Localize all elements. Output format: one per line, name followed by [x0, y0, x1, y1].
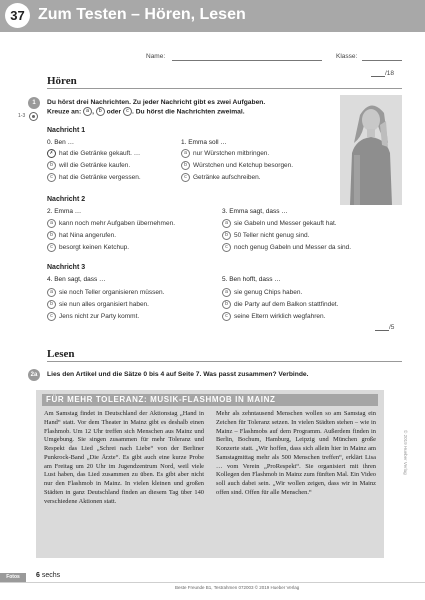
question-1-stem: 1. Emma soll …: [181, 139, 227, 146]
section-title-hoeren: Hören: [47, 75, 77, 87]
option-text: hat die Getränke gekauft. …: [59, 150, 141, 158]
question-5-option-b[interactable]: [222, 300, 338, 309]
score-total-value: /18: [385, 70, 395, 77]
question-2-option-c[interactable]: [47, 243, 129, 252]
page-number: [36, 572, 60, 579]
question-4-option-b[interactable]: [47, 300, 149, 309]
question-1-option-c[interactable]: [181, 173, 261, 182]
section-divider: [47, 361, 402, 362]
name-field[interactable]: [172, 60, 322, 61]
option-a-circle: a: [222, 219, 231, 228]
question-4-option-a[interactable]: [47, 288, 164, 297]
instruction-line-1: Du hörst drei Nachrichten. Zu jeder Nachricht gibt es zwei Aufgaben.: [47, 99, 266, 106]
page-number-word: sechs: [41, 572, 61, 579]
question-3-stem: 3. Emma sagt, dass …: [222, 208, 288, 215]
question-3-option-a[interactable]: [222, 219, 337, 228]
question-4-option-c[interactable]: [47, 312, 139, 321]
option-text: noch genug Gabeln und Messer da sind.: [234, 244, 352, 252]
option-text: Getränke aufschreiben.: [193, 174, 261, 182]
page-header: [0, 0, 425, 32]
instruction-comma: ,: [92, 108, 94, 116]
score-total: [371, 70, 394, 77]
option-b-circle: b: [47, 300, 56, 309]
name-label: Name:: [146, 53, 166, 60]
option-c-circle: c: [181, 173, 190, 182]
option-text: sie Gabeln und Messer gekauft hat.: [234, 220, 337, 228]
question-0-stem: 0. Ben …: [47, 139, 75, 146]
message-3-title: Nachricht 3: [47, 264, 86, 271]
article-headline: FÜR MEHR TOLERANZ: MUSIK-FLASHMOB IN MAINZ: [42, 394, 378, 406]
score-total-blank[interactable]: [371, 70, 385, 77]
instruction-prefix: Kreuze an:: [47, 108, 82, 116]
task-number-badge: 1: [28, 97, 40, 109]
cd-icon: [29, 112, 38, 121]
article-box: [36, 390, 384, 558]
option-b-symbol: b: [96, 107, 105, 116]
question-3-option-b[interactable]: [222, 231, 309, 240]
question-0-option-b[interactable]: [47, 161, 130, 170]
class-label: Klasse:: [336, 53, 358, 60]
footer-divider: [0, 582, 425, 583]
instruction-oder: oder: [106, 108, 122, 116]
option-b-circle: b: [47, 231, 56, 240]
question-4-stem: 4. Ben sagt, dass …: [47, 276, 106, 283]
option-text: die Party auf dem Balkon stattfindet.: [234, 301, 339, 309]
reading-instruction: Lies den Artikel und die Sätze 0 bis 4 auf Seite 7. Was passt zusammen? Verbinde.: [47, 371, 309, 378]
option-text: nur Würstchen mitbringen.: [193, 150, 270, 158]
question-0-option-c[interactable]: [47, 173, 141, 182]
question-0-option-a[interactable]: [47, 149, 140, 158]
option-c-symbol: c: [123, 107, 132, 116]
option-a-symbol: a: [83, 107, 92, 116]
score-part-blank[interactable]: [375, 324, 389, 331]
option-c-circle: c: [47, 243, 56, 252]
section-divider: [47, 88, 402, 89]
option-c-circle: c: [222, 243, 231, 252]
option-c-circle: c: [47, 312, 56, 321]
question-2-option-b[interactable]: [47, 231, 116, 240]
class-field[interactable]: [362, 60, 402, 61]
footer-copyright: Beste Freunde B1, Testrahmen 072003 © 2019 Hueber Verlag: [175, 585, 300, 590]
girl-on-phone-photo: [340, 95, 402, 205]
section-title-lesen: Lesen: [47, 348, 75, 360]
option-text: 50 Teller nicht genug sind.: [234, 232, 310, 240]
option-a-circle: a: [222, 288, 231, 297]
question-5-option-a[interactable]: [222, 288, 302, 297]
article-column-2: Mehr als zehntausend Menschen wollen so am Samstag ein Zeichen für Toleranz setzen. In vielen Städten stehen – wie in Mainz – Flashmobs auf dem Programm. Außerdem finden in Berlin, Bochum, Hamburg, Leipzig und München große Konzerte statt. „Wir hoffen, dass sich allein hier in Mainz am Samstagmittag mehr als 500 Menschen treffen“, erklärt Lisa … vom Verein „ProRespekt“. Sie organisiert mit ihren Kollegen den Flashmob in Mainz zum fünften Mal. Ein Video soll auch dabei sein. „Wir wollen zeigen, dass wir in Mainz offen sind. Offen für alle Menschen.“: [216, 410, 376, 496]
option-b-circle: b: [222, 231, 231, 240]
option-text: will die Getränke kaufen.: [59, 162, 131, 170]
option-text: sie nun alles organisiert haben.: [59, 301, 149, 309]
side-copyright-text: © 2019 Hueber Verlag: [403, 430, 408, 475]
page-title: Zum Testen – Hören, Lesen: [38, 6, 246, 23]
option-text: kann noch mehr Aufgaben übernehmen.: [59, 220, 176, 228]
option-text: sie noch Teller organisieren müssen.: [59, 289, 165, 297]
question-5-option-c[interactable]: [222, 312, 325, 321]
option-a-circle: a: [47, 219, 56, 228]
unit-number-badge: 37: [5, 3, 30, 28]
option-a-circle: a: [181, 149, 190, 158]
message-1-title: Nachricht 1: [47, 127, 86, 134]
question-2-option-a[interactable]: [47, 219, 175, 228]
track-number: 1-3: [18, 113, 26, 119]
score-part: [375, 324, 394, 331]
option-text: hat Nina angerufen.: [59, 232, 117, 240]
option-b-circle: b: [222, 300, 231, 309]
instruction-suffix: . Du hörst die Nachrichten zweimal.: [132, 108, 245, 116]
footer-tab: Fotos: [0, 573, 26, 582]
option-text: sie genug Chips haben.: [234, 289, 303, 297]
side-copyright: [400, 430, 410, 550]
option-text: Würstchen und Ketchup besorgen.: [193, 162, 294, 170]
task-number-badge: 2a: [28, 369, 40, 381]
score-part-value: /5: [389, 324, 395, 331]
question-2-stem: 2. Emma …: [47, 208, 82, 215]
listening-instruction: [47, 98, 337, 116]
option-b-circle: b: [47, 161, 56, 170]
option-b-circle: b: [181, 161, 190, 170]
question-1-option-a[interactable]: [181, 149, 269, 158]
option-text: Jens nicht zur Party kommt.: [59, 313, 140, 321]
option-a-circle: a: [47, 288, 56, 297]
article-column-1: Am Samstag findet in Deutschland der Aktionstag „Hand in Hand“ statt. Vor dem Theater in Mainz gibt es deshalb einen Flashmob. Um 12 Uhr treffen sich Menschen aus Mainz und Umgebung. Sie singen zusammen für mehr Toleranz und Respekt das Lied „Schrei nach Liebe“ von der Berliner Punkrock-Band „Die Ärzte“. Es gibt auch eine kurze Probe am Freitag um 20 Uhr im Jugendzentrum Nord, weil viele Lust haben, das Lied zusammen zu üben. Es gibt aber nicht nur den Flashmob in Mainz. In vielen kleinen und großen Städten in ganz Deutschland finden an diesem Tag über 140 verschiedene Aktionen statt.: [44, 410, 204, 505]
question-3-option-c[interactable]: [222, 243, 351, 252]
cross-mark-icon: ✗: [47, 149, 56, 158]
question-1-option-b[interactable]: [181, 161, 293, 170]
page-number-digit: 6: [36, 572, 40, 579]
instruction-line-2: [47, 107, 337, 116]
message-2-title: Nachricht 2: [47, 196, 86, 203]
option-text: besorgt keinen Ketchup.: [59, 244, 130, 252]
option-c-circle: c: [47, 173, 56, 182]
option-text: hat die Getränke vergessen.: [59, 174, 141, 182]
question-5-stem: 5. Ben hofft, dass …: [222, 276, 281, 283]
option-text: seine Eltern wirklich wegfahren.: [234, 313, 326, 321]
option-c-circle: c: [222, 312, 231, 321]
